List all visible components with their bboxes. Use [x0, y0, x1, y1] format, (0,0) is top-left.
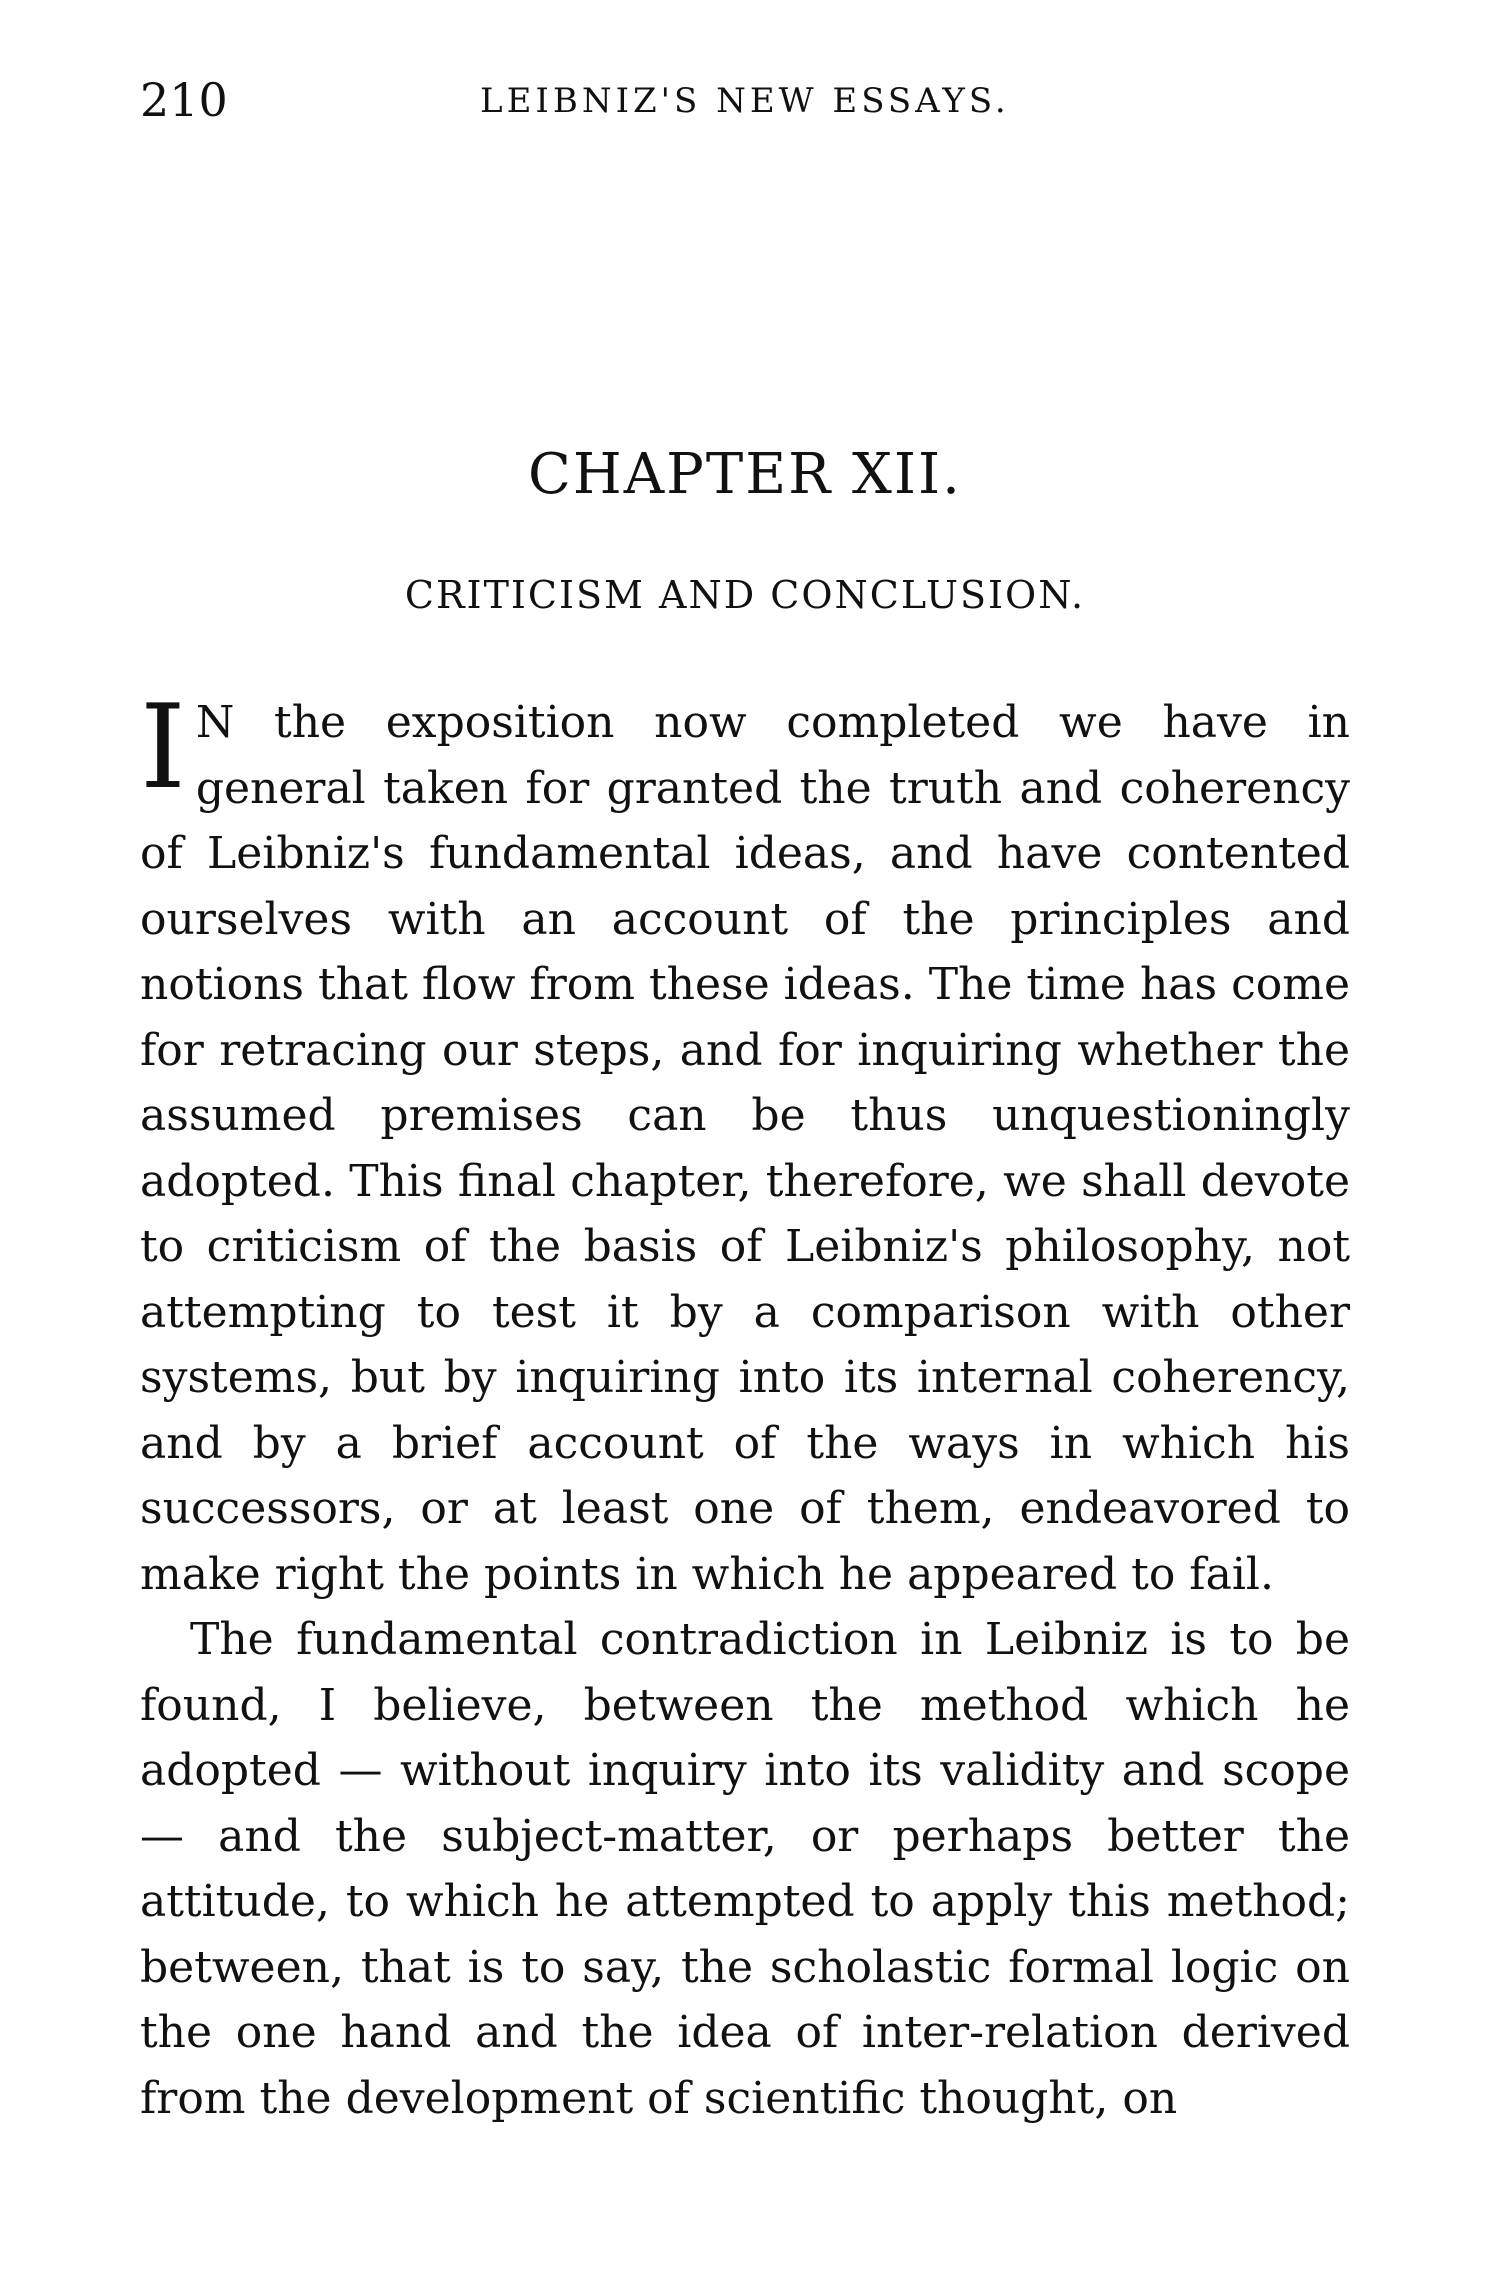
paragraph-2: [140, 1607, 1350, 2131]
paragraph-text: the exposition now completed we have in general taken for granted the truth and coherency of Leibniz's fundamental ideas, and have contented ourselves with an account of the principles and notions that flow from these ideas. The time has come for retracing our steps, and for inquiring whether the assumed premises can be thus unquestioningly adopted. This final chapter, therefore, we shall devote to criticism of the basis of Leibniz's philosophy, not attempting to test it by a comparison with other systems, but by inquiring into its internal coherency, and by a brief account of the ways in which his successors, or at least one of them, endeavored to make right the points in which he appeared to fail.: [140, 697, 1350, 1600]
paragraph-lead: N: [195, 697, 235, 748]
running-head: [140, 70, 1350, 130]
chapter-title: CHAPTER XII.: [528, 442, 962, 507]
chapter-subtitle: CRITICISM AND CONCLUSION.: [404, 573, 1086, 617]
body-text: [140, 680, 1350, 2131]
page-number: 210: [140, 73, 228, 127]
drop-cap: I: [140, 680, 186, 815]
paragraph-1: [140, 680, 1350, 1607]
paragraph-text: The fundamental contradiction in Leibniz is to be found, I believe, between the method which he adopted — without inquiry into its validity and scope — and the subject-matter, or perhaps better the attitude, to which he attempted to apply this method; between, that is to say, the scholastic formal logic on the one hand and the idea of inter-relation derived from the development of scientific thought, on: [140, 1614, 1350, 2124]
running-title: LEIBNIZ'S NEW ESSAYS.: [480, 81, 1010, 121]
